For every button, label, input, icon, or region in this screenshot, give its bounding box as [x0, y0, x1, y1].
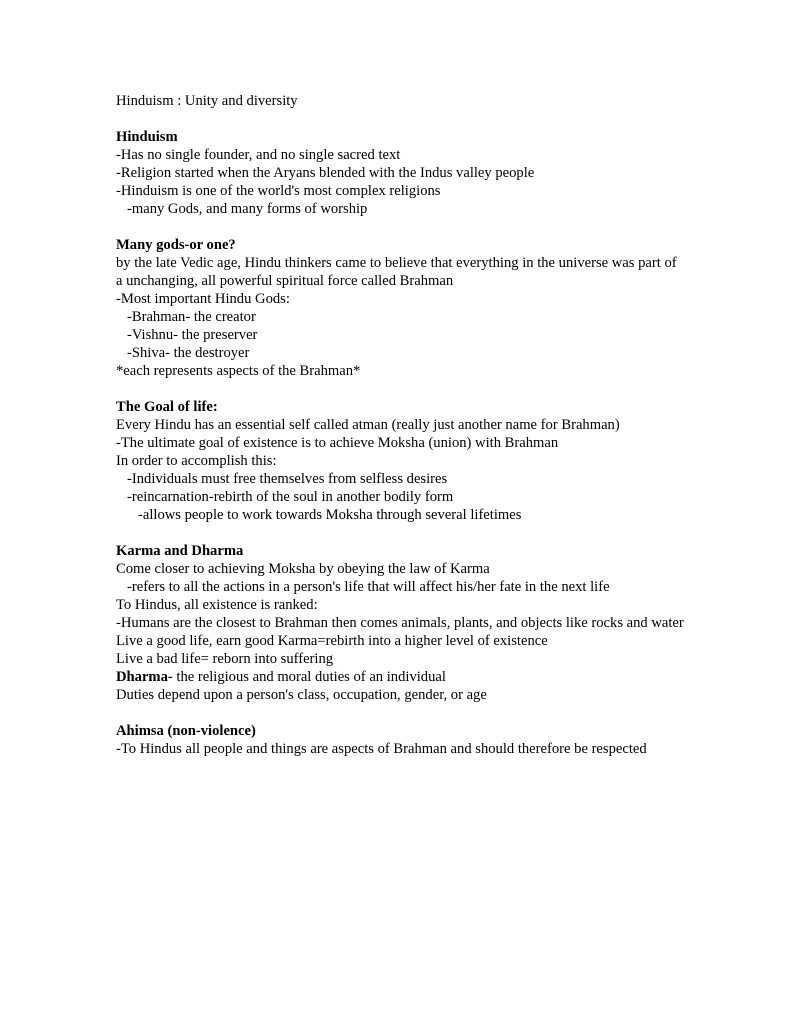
dharma-definition — [116, 668, 686, 686]
bullet-line: -Religion started when the Aryans blended with the Indus valley people — [116, 165, 535, 181]
bullet-line: -Humans are the closest to Brahman then comes animals, plants, and objects like rocks and water — [116, 615, 684, 631]
bullet-line: -Most important Hindu Gods: — [116, 291, 290, 307]
paragraph: To Hindus, all existence is ranked: — [116, 597, 318, 613]
spacer — [116, 704, 686, 722]
spacer — [116, 524, 686, 542]
document-body — [116, 92, 686, 758]
paragraph: Every Hindu has an essential self called atman (really just another name for Brahman) — [116, 417, 620, 433]
dharma-text: the religious and moral duties of an individual — [172, 669, 446, 685]
paragraph: Duties depend upon a person's class, occupation, gender, or age — [116, 687, 487, 703]
section-heading: Hinduism — [116, 129, 178, 145]
paragraph: Come closer to achieving Moksha by obeying the law of Karma — [116, 561, 490, 577]
document-title: Hinduism : Unity and diversity — [116, 93, 298, 109]
sub-bullet-line: -Individuals must free themselves from selfless desires — [127, 471, 448, 487]
bullet-line: -Hinduism is one of the world's most complex religions — [116, 183, 441, 199]
bullet-line: -To Hindus all people and things are aspects of Brahman and should therefore be respected — [116, 741, 647, 757]
spacer — [116, 218, 686, 236]
sub-bullet-line: -Brahman- the creator — [127, 309, 256, 325]
section-heading: Many gods-or one? — [116, 237, 236, 253]
section-many-gods — [116, 236, 686, 380]
paragraph: Live a good life, earn good Karma=rebirth into a higher level of existence — [116, 633, 548, 649]
section-hinduism — [116, 128, 686, 218]
sub-bullet-line: -Shiva- the destroyer — [127, 345, 250, 361]
section-heading: Ahimsa (non-violence) — [116, 723, 256, 739]
paragraph: Live a bad life= reborn into suffering — [116, 651, 334, 667]
spacer — [116, 110, 686, 128]
paragraph: In order to accomplish this: — [116, 453, 277, 469]
bullet-line: -Has no single founder, and no single sacred text — [116, 147, 401, 163]
section-karma-dharma — [116, 542, 686, 704]
sub-bullet-line: -reincarnation-rebirth of the soul in another bodily form — [127, 489, 454, 505]
dharma-term: Dharma- — [116, 669, 173, 685]
sub-bullet-line: -refers to all the actions in a person's life that will affect his/her fate in the next life — [127, 579, 610, 595]
sub-bullet-line: -Vishnu- the preserver — [127, 327, 258, 343]
sub-bullet-line: -many Gods, and many forms of worship — [127, 201, 368, 217]
note-line: *each represents aspects of the Brahman* — [116, 363, 361, 379]
section-ahimsa — [116, 722, 686, 758]
section-goal-of-life — [116, 398, 686, 524]
section-heading: Karma and Dharma — [116, 543, 244, 559]
section-heading: The Goal of life: — [116, 399, 218, 415]
bullet-line: -The ultimate goal of existence is to achieve Moksha (union) with Brahman — [116, 435, 559, 451]
sub-sub-bullet-line: -allows people to work towards Moksha through several lifetimes — [138, 507, 522, 523]
spacer — [116, 380, 686, 398]
paragraph: by the late Vedic age, Hindu thinkers came to believe that everything in the universe was part of a unchanging, all powerful spiritual force called Brahman — [116, 255, 681, 289]
